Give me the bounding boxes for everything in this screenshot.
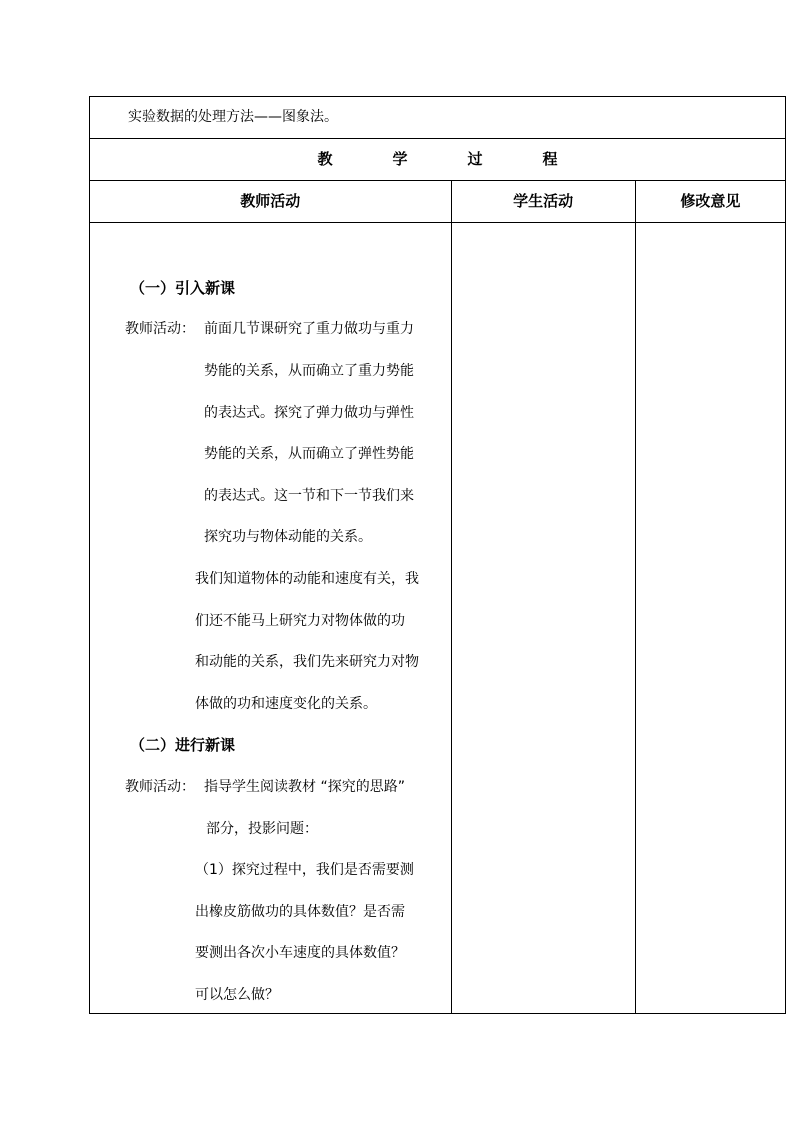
text-line: 和动能的关系，我们先来研究力对物 [195, 654, 419, 670]
text-line: 们还不能马上研究力对物体做的功 [195, 613, 405, 629]
text-line: 指导学生阅读教材 “探究的思路” [204, 779, 405, 795]
teacher-label: 教师活动： [125, 779, 195, 795]
student-activity-cell [451, 223, 635, 1014]
text-line: （1）探究过程中，我们是否需要测 [195, 862, 414, 878]
text-line: 的表达式。探究了弹力做功与弹性 [204, 405, 414, 421]
text-line: 的表达式。这一节和下一节我们来 [204, 488, 414, 504]
text-line: 体做的功和速度变化的关系。 [195, 696, 377, 712]
teacher-activity-content [90, 223, 451, 1013]
text-line: 探究功与物体动能的关系。 [204, 529, 372, 545]
section1-title: （一）引入新课 [130, 279, 236, 297]
text-line: 可以怎么做？ [195, 987, 279, 1003]
section2-title: （二）进行新课 [130, 736, 236, 754]
process-heading [90, 139, 786, 181]
lesson-plan-table [89, 96, 786, 1014]
col-header-teacher: 教师活动 [90, 181, 452, 223]
teacher-label: 教师活动： [125, 321, 195, 337]
text-line: 要测出各次小车速度的具体数值？ [195, 945, 405, 961]
text-line: 前面几节课研究了重力做功与重力 [204, 321, 414, 337]
col-header-student: 学生活动 [451, 181, 635, 223]
text-line: 部分，投影问题： [206, 821, 318, 837]
heading-char: 教 [317, 150, 333, 168]
heading-char: 程 [542, 150, 558, 168]
top-row-text: 实验数据的处理方法——图象法。 [128, 109, 338, 125]
revision-cell [635, 223, 785, 1014]
text-line: 我们知道物体的动能和速度有关，我 [195, 571, 419, 587]
text-line: 出橡皮筋做功的具体数值？是否需 [195, 904, 405, 920]
text-line: 势能的关系，从而确立了重力势能 [204, 363, 414, 379]
top-cell [90, 97, 786, 139]
heading-char: 学 [392, 150, 408, 168]
text-line: 势能的关系，从而确立了弹性势能 [204, 446, 414, 462]
teacher-activity-cell [90, 223, 452, 1014]
col-header-revision: 修改意见 [635, 181, 785, 223]
heading-char: 过 [467, 150, 483, 168]
